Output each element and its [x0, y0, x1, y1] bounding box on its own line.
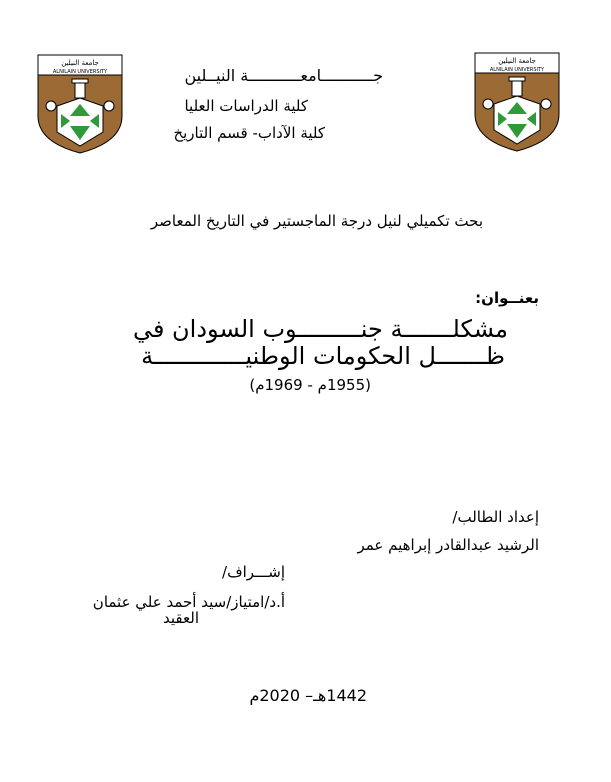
supervisor-label: إشـــراف/	[222, 563, 285, 581]
svg-text:ALNILAIN UNIVERSITY: ALNILAIN UNIVERSITY	[489, 67, 545, 73]
title-label: بعنــوان:	[475, 289, 539, 307]
shield-emblem	[38, 55, 122, 153]
student-name: الرشيد عبدالقادر إبراهيم عمر	[357, 536, 539, 554]
university-logo-right	[474, 52, 560, 152]
date: 1442هـ– 2020م	[249, 686, 367, 705]
university-name: جـــــــــــامعـــــــــــة النيــلين	[184, 66, 383, 85]
university-logo-left	[37, 54, 123, 154]
graduate-college: كلية الدراسات العليا	[184, 97, 308, 115]
supervisor-name-cont: العقيد	[163, 609, 199, 627]
supervisor-name: أ.د/امتياز/سيد أحمد علي عثمان	[92, 593, 285, 611]
shield-emblem	[475, 53, 559, 151]
thesis-title-line2: ظـــــــل الحكومات الوطنيـــــــــــــة	[141, 342, 505, 370]
thesis-title-line1: مشكلـــــــة جنـــــــــوب السودان في	[132, 315, 508, 343]
faculty-department: كلية الآداب- قسم التاريخ	[173, 124, 325, 142]
student-label: إعداد الطالب/	[452, 508, 539, 526]
svg-text:جامعة النيلين: جامعة النيلين	[498, 57, 536, 65]
svg-text:جامعة النيلين: جامعة النيلين	[61, 59, 99, 67]
thesis-period: (1955م - 1969م)	[249, 376, 371, 394]
research-purpose: بحث تكميلي لنيل درجة الماجستير في التاريخ المعاصر	[150, 212, 483, 230]
svg-text:ALNILAIN UNIVERSITY: ALNILAIN UNIVERSITY	[52, 69, 108, 75]
